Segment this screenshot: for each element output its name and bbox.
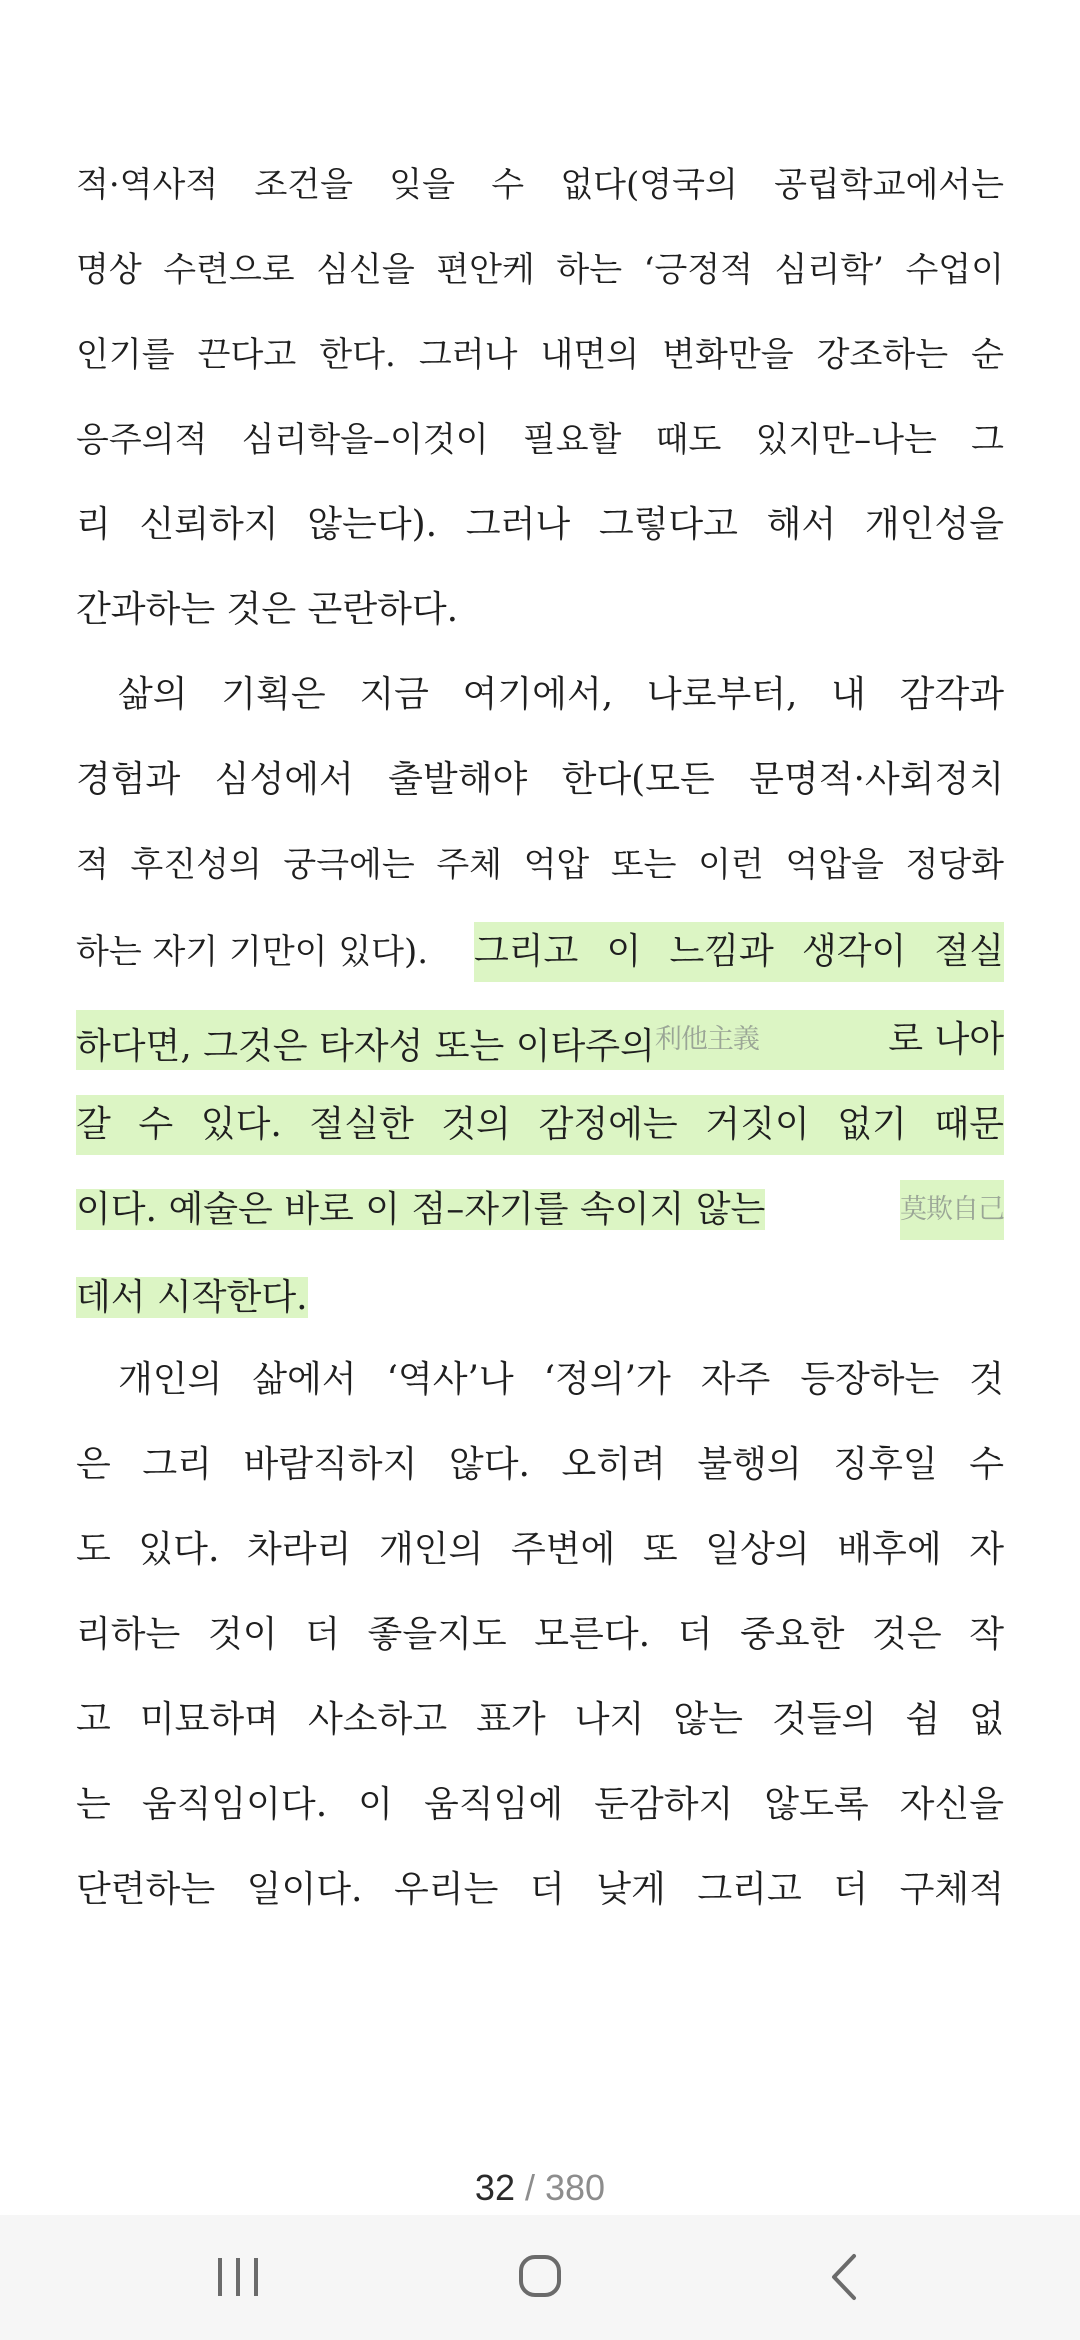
home-button[interactable]	[480, 2240, 600, 2315]
text-line	[76, 922, 1004, 982]
text-line: 리하는 것이 더 좋을지도 모른다. 더 중요한 것은 작	[76, 1614, 1004, 1655]
text-line: 응주의적 심리학을–이것이 필요할 때도 있지만–나는 그	[76, 420, 1004, 460]
recent-apps-button[interactable]	[178, 2240, 298, 2315]
text-line: 은 그리 바람직하지 않다. 오히려 불행의 징후일 수	[76, 1444, 1004, 1485]
back-icon	[784, 2240, 904, 2315]
text-line: 삶의 기획은 지금 여기에서, 나로부터, 내 감각과	[118, 674, 1004, 715]
highlight[interactable]: 데서 시작한다.	[76, 1277, 308, 1318]
text-line: 고 미묘하며 사소하고 표가 나지 않는 것들의 쉼 없	[76, 1699, 1004, 1740]
text-segment: 하다면, 그것은 타자성 또는 이타주의	[76, 1026, 655, 1067]
highlight[interactable]: 그리고 이 느낌과 생각이 절실	[474, 922, 1004, 982]
text-line: 인기를 끈다고 한다. 그러나 내면의 변화만을 강조하는 순	[76, 335, 1004, 375]
text-line: 적 후진성의 궁극에는 주체 억압 또는 이런 억압을 정당화	[76, 845, 1004, 885]
hanja-annotation: 莫欺自己	[900, 1180, 1004, 1240]
text-segment: 하는 자기 기만이 있다).	[76, 932, 429, 972]
highlight-line[interactable]: 갈 수 있다. 절실한 것의 감정에는 거짓이 없기 때문	[76, 1095, 1004, 1155]
text-segment: 로 나아	[888, 1019, 1004, 1060]
text-line: 개인의 삶에서 ‘역사’나 ‘정의’가 자주 등장하는 것	[118, 1359, 1004, 1400]
text-line: 경험과 심성에서 출발해야 한다(모든 문명적·사회정치	[76, 759, 1004, 800]
current-page-number: 32	[474, 2167, 515, 2208]
text-line: 단련하는 일이다. 우리는 더 낮게 그리고 더 구체적	[76, 1869, 1004, 1910]
highlight-line[interactable]	[76, 1010, 1004, 1070]
back-button[interactable]	[784, 2240, 904, 2315]
system-navigation-bar	[0, 2215, 1080, 2340]
text-line: 도 있다. 차라리 개인의 주변에 또 일상의 배후에 자	[76, 1529, 1004, 1570]
recent-apps-icon	[178, 2240, 298, 2315]
text-line: 간과하는 것은 곤란하다.	[76, 589, 459, 630]
total-page-count: 380	[544, 2167, 606, 2208]
text-line: 적·역사적 조건을 잊을 수 없다(영국의 공립학교에서는	[76, 165, 1004, 205]
highlight[interactable]: 이다. 예술은 바로 이 점–자기를 속이지 않는	[76, 1189, 766, 1230]
hanja-annotation: 利他主義	[654, 1024, 759, 1055]
text-line	[76, 1268, 1004, 1328]
text-line: 리 신뢰하지 않는다). 그러나 그렇다고 해서 개인성을	[76, 504, 1004, 545]
page-separator: /	[514, 2167, 545, 2208]
text-line	[76, 1180, 1004, 1240]
home-icon	[480, 2240, 600, 2315]
page-indicator	[0, 2160, 1080, 2216]
text-line: 명상 수련으로 심신을 편안케 하는 ‘긍정적 심리학’ 수업이	[76, 250, 1004, 290]
text-line: 는 움직임이다. 이 움직임에 둔감하지 않도록 자신을	[76, 1784, 1004, 1825]
